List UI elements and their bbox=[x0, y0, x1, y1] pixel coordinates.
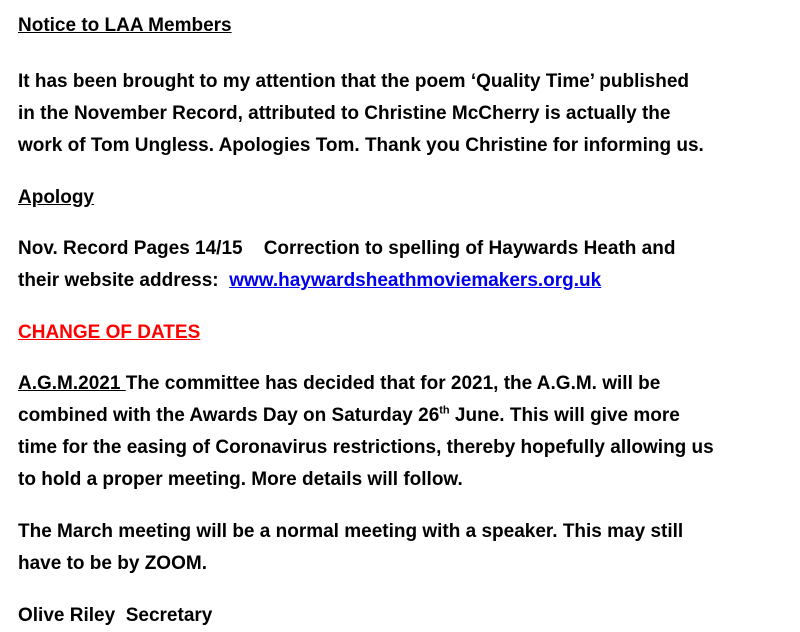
apology-website-prefix: their website address: bbox=[18, 270, 230, 291]
agm-line: time for the easing of Coronavirus restrictions, thereby hopefully allowing us bbox=[18, 437, 714, 458]
notice-body bbox=[18, 66, 784, 162]
change-of-dates-heading: CHANGE OF DATES bbox=[18, 322, 201, 343]
apology-line-website bbox=[18, 265, 784, 297]
agm-date-before: combined with the Awards Day on Saturday 26 bbox=[18, 405, 440, 426]
agm-date-after: June. This will give more bbox=[449, 405, 680, 426]
notice-heading: Notice to LAA Members bbox=[18, 15, 232, 36]
apology-body bbox=[18, 233, 784, 297]
agm-line: to hold a proper meeting. More details will follow. bbox=[18, 469, 463, 490]
agm-line bbox=[18, 368, 784, 400]
march-line: The March meeting will be a normal meeting with a speaker. This may still bbox=[18, 521, 684, 542]
agm-line bbox=[18, 400, 784, 432]
apology-line: Nov. Record Pages 14/15 Correction to spelling of Haywards Heath and bbox=[18, 238, 676, 259]
march-line: have to be by ZOOM. bbox=[18, 553, 207, 574]
agm-label: A.G.M.2021 bbox=[18, 373, 126, 394]
march-paragraph bbox=[18, 516, 784, 580]
website-link[interactable]: www.haywardsheathmoviemakers.org.uk bbox=[229, 270, 602, 291]
notice-line: in the November Record, attributed to Christine McCherry is actually the bbox=[18, 103, 671, 124]
signature: Olive Riley Secretary bbox=[18, 605, 213, 626]
notice-line: It has been brought to my attention that the poem ‘Quality Time’ published bbox=[18, 71, 690, 92]
agm-line-rest: The committee has decided that for 2021, the A.G.M. will be bbox=[125, 373, 661, 394]
agm-paragraph bbox=[18, 368, 784, 496]
agm-date-ordinal: th bbox=[439, 404, 450, 417]
notice-line: work of Tom Ungless. Apologies Tom. Thank you Christine for informing us. bbox=[18, 135, 704, 156]
apology-heading: Apology bbox=[18, 187, 94, 208]
